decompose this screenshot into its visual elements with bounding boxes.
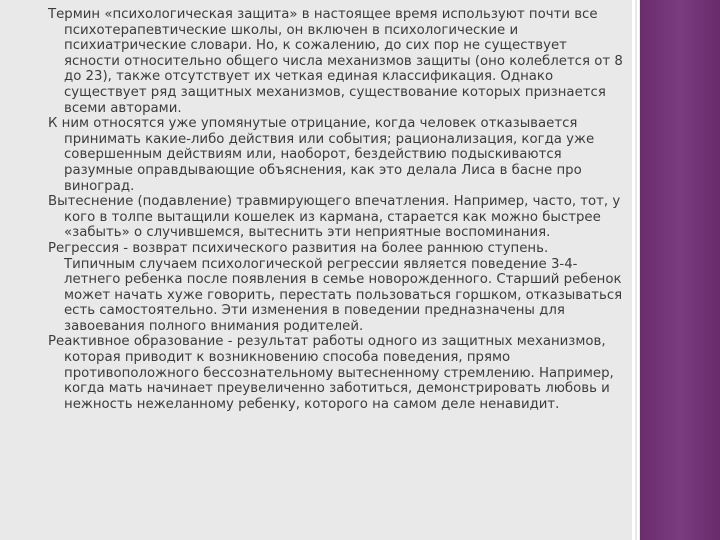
paragraph-reaction-formation: Реактивное образование - результат работы одного из защитных механизмов, которая приводит к возникновению способа поведения, прямо противоположного бессознательному вытесненному стремлению. Например, когда мать начинает преувеличенно заботиться, демонстрировать любовь и нежность нежеланному ребенку, которого на самом деле ненавидит. (48, 334, 614, 412)
side-divider (632, 0, 635, 540)
paragraph-intro: Термин «психологическая защита» в настоящее время используют почти все психотерапевтические школы, он включен в психологические и психиатрические словари. Но, к сожалению, до сих пор не существует ясности относительно общего числа механизмов защиты (оно колеблется от 8 до 23), также отсутствует их четкая единая классификация. Однако существует ряд защитных механизмов, существование которых признается всеми авторами. (48, 7, 623, 116)
side-divider-secondary (637, 0, 639, 540)
body-text (48, 7, 623, 412)
paragraph-regression: Регрессия - возврат психического развития на более раннюю ступень. Типичным случаем психологической регрессии является поведение 3-4-летнего ребенка после появления в семье новорожденного. Старший ребенок может начать хуже говорить, перестать пользоваться горшком, отказываться есть самостоятельно. Эти изменения в поведении предназначены для завоевания полного внимания родителей. (48, 240, 623, 334)
paragraph-denial-rationalization: К ним относятся уже упомянутые отрицание, когда человек отказывается принимать какие-либо действия или события; рационализация, когда уже совершенным действиям или, наоборот, бездействию подыскиваются разумные оправдывающие объяснения, как это делала Лиса в басне про виноград. (48, 116, 595, 194)
paragraph-repression: Вытеснение (подавление) травмирующего впечатления. Например, часто, тот, у кого в толпе вытащили кошелек из кармана, старается как можно быстрее «забыть» о случившемся, вытеснить эти неприятные воспоминания. (48, 194, 621, 241)
accent-side-panel (640, 0, 720, 540)
